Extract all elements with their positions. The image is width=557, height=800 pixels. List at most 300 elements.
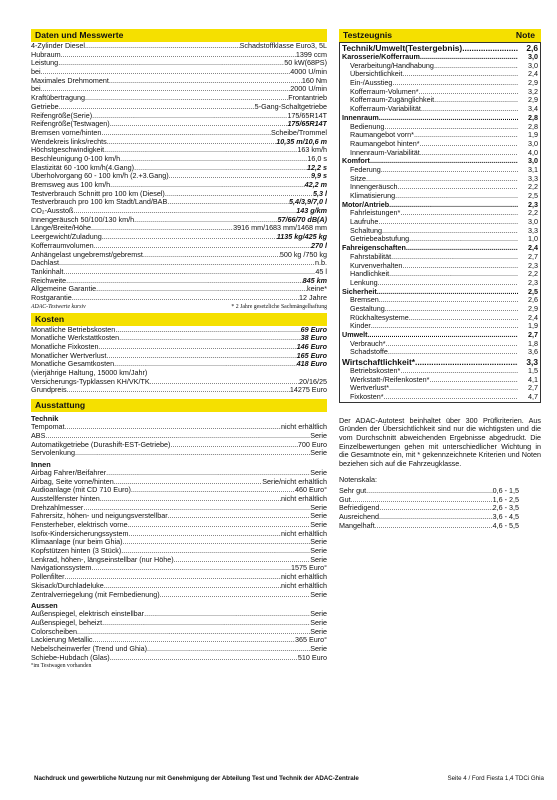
daten-value: 5-Gang-Schaltgetriebe: [254, 102, 327, 111]
innen-row: [31, 486, 327, 495]
daten-row: [31, 198, 327, 207]
testzeugnis-title: Testzeugnis: [343, 30, 393, 40]
testzeugnis-item-row: [342, 183, 538, 192]
item-label: Sitze: [350, 174, 366, 183]
item-label: Innenraum-Variabilität: [350, 148, 420, 157]
item-label: Lenkung: [350, 278, 378, 287]
kosten-title: Kosten: [35, 313, 65, 324]
kosten-row: [31, 378, 327, 387]
kosten-header: [31, 313, 327, 326]
dot-leader: [379, 296, 518, 305]
dot-leader: [415, 357, 518, 367]
daten-row: [31, 146, 327, 155]
dot-leader: [134, 164, 307, 173]
wirtschaftlichkeit-label: Fixkosten*: [350, 393, 384, 402]
dot-leader: [85, 42, 240, 51]
daten-row: [31, 155, 327, 164]
item-value: 2,2: [528, 270, 538, 279]
item-value: 3,0: [528, 139, 538, 148]
testzeugnis-category-row: [342, 288, 538, 297]
item-label: Fahrstabilität: [350, 252, 392, 261]
innen-value: Serie: [310, 590, 327, 599]
item-value: 2,9: [528, 96, 538, 105]
innen-row: [31, 495, 327, 504]
dot-leader: [165, 190, 313, 199]
testzeugnis-item-row: [342, 123, 538, 132]
aussen-row: [31, 636, 327, 645]
item-value: 1,8: [528, 339, 538, 348]
daten-label: Leergewicht/Zuladung: [31, 233, 102, 242]
aussen-value: Serie: [310, 618, 327, 627]
daten-row: [31, 285, 327, 294]
technik-list: [31, 423, 327, 458]
scale-row: [339, 504, 519, 513]
item-value: 1,9: [528, 322, 538, 331]
innen-row: [31, 478, 327, 487]
daten-label: Überholvorgang 60 - 100 km/h (2.+3.Gang): [31, 172, 169, 181]
dot-leader: [150, 378, 299, 387]
testzeugnis-item-row: [342, 62, 538, 71]
dot-leader: [420, 53, 518, 62]
daten-label: Wendekreis links/rechts: [31, 137, 107, 146]
daten-row: [31, 233, 327, 242]
item-label: Verbrauch*: [350, 339, 386, 348]
item-value: 3,1: [528, 165, 538, 174]
dot-leader: [99, 343, 297, 352]
item-value: 2,9: [528, 304, 538, 313]
aussen-label: Außenspiegel, beheizt: [31, 618, 103, 627]
scale-label: Gut: [339, 495, 351, 504]
scale-row: [339, 513, 519, 522]
dot-leader: [174, 556, 311, 565]
testzeugnis-item-row: [342, 192, 538, 201]
daten-row: [31, 120, 327, 129]
ausstattung-title: Ausstattung: [35, 400, 86, 411]
dot-leader: [381, 166, 518, 175]
daten-value: 9,9 s: [311, 172, 327, 181]
category-value: 2,4: [528, 244, 538, 253]
scale-title: Notenskala:: [339, 475, 377, 485]
dot-leader: [351, 496, 493, 505]
aussen-value: Serie: [310, 610, 327, 619]
item-label: Ein-/Ausstieg: [350, 79, 393, 88]
overall-label: Technik/Umwelt(Testergebnis): [342, 43, 463, 53]
daten-value: Scheibe/Trommel: [270, 128, 327, 137]
daten-label: Dachlast: [31, 259, 59, 268]
wirtschaftlichkeit-label: Betriebskosten*: [350, 367, 401, 376]
dot-leader: [121, 547, 310, 556]
item-label: Getriebeabstufung: [350, 235, 410, 244]
dot-leader: [120, 155, 307, 164]
daten-label: Beschleunigung 0-100 km/h: [31, 154, 121, 163]
daten-row: [31, 224, 327, 233]
technik-value: 700 Euro: [297, 440, 327, 449]
testzeugnis-item-row: [342, 175, 538, 184]
daten-value: 5,3 l: [313, 189, 327, 198]
dot-leader: [377, 288, 518, 297]
item-value: 3,0: [528, 218, 538, 227]
kosten-list-2: [31, 378, 327, 395]
testzeugnis-item-row: [342, 235, 538, 244]
aussen-value: Serie: [310, 627, 327, 636]
dot-leader: [375, 522, 493, 531]
dot-leader: [73, 207, 296, 216]
innen-row: [31, 530, 327, 539]
wirtschaftlichkeit-row: [342, 367, 538, 376]
daten-value: 160 Nm: [301, 76, 327, 85]
scale-label: Mangelhaft: [339, 521, 375, 530]
dot-leader: [368, 331, 518, 340]
daten-value: Frontantrieb: [288, 94, 327, 103]
testzeugnis-category-row: [342, 331, 538, 340]
daten-row: [31, 77, 327, 86]
kosten-value: 69 Euro: [300, 325, 327, 334]
daten-label: Rostgarantie: [31, 293, 72, 302]
dot-leader: [379, 504, 492, 513]
daten-value: 5,4/3,9/7,0 l: [289, 198, 327, 207]
wirtschaftlichkeit-label: Wertverlust*: [350, 384, 390, 393]
wirtschaftlichkeit-row: [342, 357, 538, 367]
technik-value: nicht erhältlich: [281, 423, 327, 432]
testzeugnis-category-row: [342, 157, 538, 166]
dot-leader: [366, 487, 492, 496]
dot-leader: [385, 305, 518, 314]
scale-label: Sehr gut: [339, 486, 367, 495]
daten-row: [31, 268, 327, 277]
innen-row: [31, 469, 327, 478]
innen-value: 460 Euro°: [294, 486, 327, 495]
dot-leader: [370, 157, 518, 166]
daten-value: Schadstoffklasse Euro3, 5L: [239, 42, 327, 50]
item-label: Laufruhe: [350, 218, 379, 227]
item-label: Kofferraum-Zugänglichkeit: [350, 96, 435, 105]
dot-leader: [83, 504, 310, 513]
dot-leader: [395, 192, 518, 201]
testzeugnis-item-row: [342, 348, 538, 357]
item-value: 3,0: [528, 61, 538, 70]
dot-leader: [93, 636, 295, 645]
daten-value: 845 km: [302, 276, 327, 285]
testzeugnis-item-row: [342, 105, 538, 114]
daten-value: 57/66/70 dB(A): [277, 215, 327, 224]
wirtschaftlichkeit-list: [342, 367, 538, 402]
dot-leader: [65, 573, 281, 582]
innen-value: Serie/nicht erhältlich: [262, 477, 327, 486]
item-value: 3,6: [528, 348, 538, 357]
dot-leader: [462, 43, 518, 53]
dot-leader: [65, 423, 281, 432]
innen-label: Kopfstützen hinten (3 Stück): [31, 547, 122, 556]
daten-value: 16,0 s: [307, 154, 327, 163]
daten-value: 4000 U/min: [290, 68, 327, 77]
dot-leader: [388, 348, 518, 357]
daten-row: [31, 129, 327, 138]
innen-label: Navigationssystem: [31, 564, 92, 573]
kosten-label: Versicherungs-Typklassen KH/VK/TK: [31, 377, 150, 386]
dot-leader: [119, 334, 300, 343]
dot-leader: [61, 51, 296, 60]
innen-row: [31, 512, 327, 521]
innen-label: Innen: [31, 459, 51, 469]
innen-row: [31, 504, 327, 513]
item-label: Kurvenverhalten: [350, 261, 403, 270]
testzeugnis-item-row: [342, 88, 538, 97]
dot-leader: [378, 218, 518, 227]
innen-label: Isofix-Kindersicherungssystem: [31, 529, 129, 538]
dot-leader: [131, 486, 295, 495]
technik-row: [31, 449, 327, 458]
dot-leader: [72, 294, 299, 303]
daten-value: n.b.: [315, 259, 327, 268]
dot-leader: [434, 62, 518, 71]
daten-label: Bremsen vorne/hinten: [31, 128, 102, 137]
daten-value: 10,35 m/10,6 m: [276, 137, 327, 146]
item-value: 2,2: [528, 183, 538, 192]
daten-header: [31, 29, 327, 42]
item-value: 2,3: [528, 261, 538, 270]
dot-leader: [409, 235, 518, 244]
aussen-label: Schiebe-Hubdach (Glas): [31, 653, 110, 662]
innen-row: [31, 582, 327, 591]
category-label: Karosserie/Kofferraum: [342, 53, 420, 61]
innen-value: Serie: [310, 555, 327, 564]
daten-title: Daten und Messwerte: [35, 30, 124, 40]
testzeugnis-groups: [342, 53, 538, 357]
item-label: Innengeräusch: [350, 183, 398, 192]
testzeugnis-item-row: [342, 340, 538, 349]
testzeugnis-item-row: [342, 218, 538, 227]
wirtschaftlichkeit-value: 4,7: [528, 393, 538, 402]
daten-value: 270 l: [311, 241, 327, 250]
item-label: Raumangebot hinten*: [350, 139, 420, 148]
kosten-label: Monatlicher Wertverlust: [31, 351, 107, 360]
wirtschaftlichkeit-value: 1,5: [528, 367, 538, 376]
item-label: Fahrleistungen*: [350, 209, 401, 218]
dot-leader: [391, 253, 518, 262]
dot-leader: [414, 131, 518, 140]
item-value: 2,6: [528, 296, 538, 305]
daten-value: 500 kg /750 kg: [279, 250, 327, 259]
daten-row: [31, 259, 327, 268]
innen-row: [31, 564, 327, 573]
kosten-value: 146 Euro: [296, 343, 327, 351]
daten-row: [31, 294, 327, 303]
wirtschaftlichkeit-value: 3,3: [526, 357, 538, 368]
testzeugnis-item-row: [342, 131, 538, 140]
wirtschaftlichkeit-row: [342, 376, 538, 385]
testzeugnis-item-row: [342, 270, 538, 279]
category-label: Sicherheit: [342, 287, 377, 296]
daten-row: [31, 59, 327, 68]
testzeugnis-category-row: [342, 53, 538, 62]
kosten-row: [31, 326, 327, 335]
innen-value: nicht erhältlich: [281, 581, 327, 590]
innen-value: Serie: [310, 503, 327, 512]
innen-value: Serie: [310, 521, 327, 529]
daten-value: 2000 U/min: [290, 85, 327, 94]
kosten-row: [31, 386, 327, 395]
wirtschaftlichkeit-row: [342, 393, 538, 402]
dot-leader: [59, 103, 255, 112]
dot-leader: [91, 224, 233, 233]
dot-leader: [406, 244, 518, 253]
testzeugnis-item-row: [342, 279, 538, 288]
daten-row: [31, 42, 327, 51]
item-value: 2,4: [528, 70, 538, 79]
dot-leader: [429, 376, 518, 385]
item-value: 2,4: [528, 313, 538, 322]
item-value: 2,3: [528, 278, 538, 287]
dot-leader: [114, 478, 263, 487]
daten-row: [31, 112, 327, 121]
innen-value: Serie: [310, 512, 327, 521]
kosten-row: [31, 334, 327, 343]
innen-value: nicht erhältlich: [281, 494, 327, 503]
item-value: 2,9: [528, 79, 538, 88]
dot-leader: [389, 201, 518, 210]
ausstattung-header: [31, 399, 327, 412]
category-value: 2,3: [528, 200, 538, 209]
technik-label: ABS: [31, 431, 46, 440]
dot-leader: [110, 181, 305, 190]
daten-row: [31, 190, 327, 199]
kosten-label: Monatliche Werkstattkosten: [31, 334, 120, 343]
innen-label: Pollenfilter: [31, 573, 65, 582]
daten-row: [31, 181, 327, 190]
footer-left: Nachdruck und gewerbliche Nutzung nur mit Genehmigung der Abteilung Test und Technik der ADAC-Zentrale: [34, 775, 359, 782]
dot-leader: [144, 610, 310, 619]
daten-list: [31, 42, 327, 303]
item-value: 2,2: [528, 209, 538, 218]
dot-leader: [106, 469, 310, 478]
dot-leader: [143, 251, 280, 260]
dot-leader: [389, 384, 518, 393]
scale-label: Befriedigend: [339, 504, 380, 513]
wirtschaftlichkeit-value: 2,7: [528, 384, 538, 393]
testzeugnis-item-row: [342, 70, 538, 79]
aussen-label: Außenspiegel, elektrisch einstellbar: [31, 610, 145, 619]
dot-leader: [115, 326, 300, 335]
daten-label: 4-Zylinder Diesel: [31, 42, 85, 50]
aussen-label: Colorscheiben: [31, 627, 77, 636]
dot-leader: [41, 85, 291, 94]
dot-leader: [75, 449, 310, 458]
kosten-label: Grundpreis: [31, 386, 67, 395]
dot-leader: [134, 216, 277, 225]
daten-row: [31, 242, 327, 251]
kosten-value: 38 Euro: [300, 334, 327, 343]
daten-label: Testverbrauch Schnitt pro 100 km (Diesel): [31, 189, 165, 198]
daten-label: Getriebe: [31, 102, 59, 111]
dot-leader: [384, 393, 518, 402]
dot-leader: [420, 140, 518, 149]
daten-value: 42,2 m: [304, 181, 327, 189]
daten-value: 12,2 s: [307, 163, 327, 172]
overall-row: [342, 43, 538, 53]
category-value: 3,0: [528, 53, 538, 61]
technik-label: Technik: [31, 414, 59, 424]
aussen-list: [31, 610, 327, 662]
dot-leader: [168, 512, 311, 521]
wirtschaftlichkeit-row: [342, 384, 538, 393]
dot-leader: [392, 79, 518, 88]
dot-leader: [170, 441, 297, 450]
kosten-row: [31, 352, 327, 361]
daten-value: 3916 mm/1683 mm/1468 mm: [233, 224, 327, 233]
daten-row: [31, 68, 327, 77]
item-value: 3,3: [528, 226, 538, 235]
item-value: 3,4: [528, 105, 538, 114]
testzeugnis-box: [339, 42, 541, 403]
item-label: Bremsen: [350, 296, 379, 305]
daten-label: Innengeräusch 50/100/130 km/h: [31, 215, 135, 224]
daten-value: 1399 ccm: [295, 50, 327, 59]
scale-value: 0,6 - 1,5: [492, 486, 519, 495]
daten-label: Tankinhalt: [31, 267, 64, 276]
dot-leader: [96, 285, 307, 294]
item-label: Übersichtlichkeit: [350, 70, 403, 79]
testzeugnis-item-row: [342, 166, 538, 175]
dot-leader: [107, 138, 276, 147]
aussen-row: [31, 619, 327, 628]
item-label: Handlichkeit: [350, 270, 390, 279]
technik-row: [31, 423, 327, 432]
item-label: Rückhaltesysteme: [350, 313, 409, 322]
aussen-row: [31, 628, 327, 637]
dot-leader: [109, 77, 302, 86]
daten-label: bei: [31, 68, 41, 77]
aussen-row: [31, 654, 327, 663]
daten-value: 175/65R14T: [287, 120, 327, 129]
daten-label: CO₂-Ausstoß: [31, 207, 74, 216]
kosten-value: 165 Euro: [296, 351, 327, 360]
daten-value: 1135 kg/425 kg: [276, 233, 327, 242]
item-label: Schaltung: [350, 226, 382, 235]
dot-leader: [420, 149, 518, 158]
dot-leader: [366, 175, 518, 184]
dot-leader: [389, 270, 518, 279]
innen-value: nicht erhältlich: [281, 573, 327, 582]
wirtschaftlichkeit-value: 4,1: [528, 375, 538, 384]
innen-label: Fahrersitz, höhen- und neigungsverstellbar: [31, 512, 168, 521]
dot-leader: [66, 277, 302, 286]
scale-row: [339, 487, 519, 496]
dot-leader: [58, 59, 284, 68]
daten-label: Leistung: [31, 59, 59, 68]
aussen-label: Nebelscheinwerfer (Trend und Ghia): [31, 644, 147, 653]
dot-leader: [91, 564, 291, 573]
scale-list: [339, 487, 519, 530]
dot-leader: [106, 352, 296, 361]
aussen-label: Lackierung Metallic: [31, 636, 93, 645]
daten-row: [31, 138, 327, 147]
item-value: 1,9: [528, 131, 538, 140]
innen-value: Serie: [310, 538, 327, 547]
dot-leader: [59, 259, 315, 268]
technik-label: Servolenkung: [31, 449, 75, 458]
category-value: 3,0: [528, 157, 538, 166]
dot-leader: [85, 94, 288, 103]
daten-label: Anhängelast ungebremst/gebremst: [31, 250, 143, 259]
dot-leader: [104, 582, 281, 591]
dot-leader: [400, 367, 518, 376]
daten-label: Reichweite: [31, 276, 67, 285]
technik-label: Tempomat: [31, 423, 65, 432]
daten-label: Maximales Drehmoment: [31, 76, 109, 85]
dot-leader: [169, 172, 311, 181]
dot-leader: [160, 591, 311, 600]
dot-leader: [94, 242, 311, 251]
